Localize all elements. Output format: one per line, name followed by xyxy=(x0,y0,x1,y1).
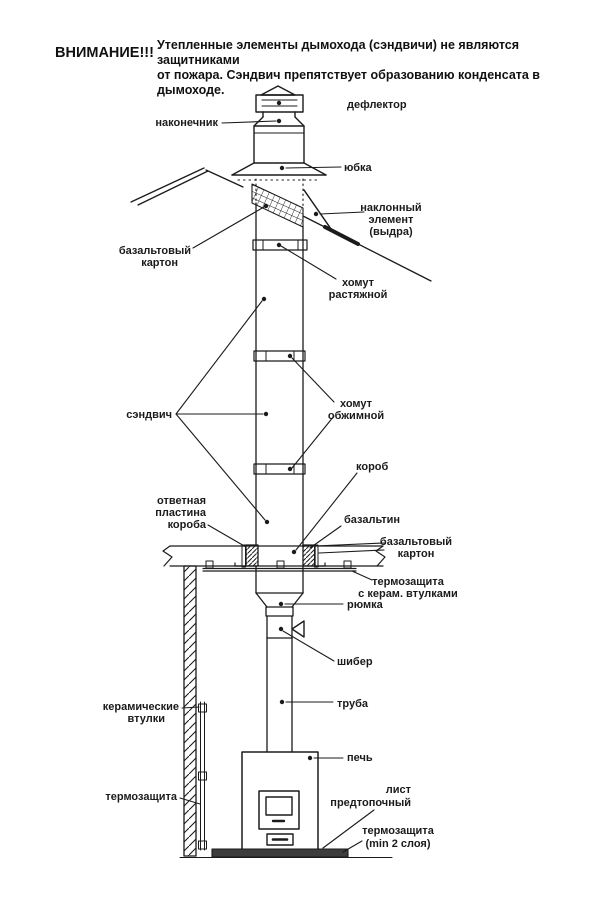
dot-ryumka xyxy=(279,602,283,606)
label-clamp-crimp-2: обжимной xyxy=(327,410,385,422)
label-box-plate-3: короба xyxy=(167,519,206,531)
ceramic-bushing xyxy=(199,841,207,849)
leader-lines xyxy=(176,121,384,852)
clamp-crimp-band-upper xyxy=(254,351,305,361)
label-thermo-ceiling-2: с керам. втулками xyxy=(358,588,458,600)
ryumka-cone-left xyxy=(256,593,267,607)
basaltin-block-right xyxy=(303,545,315,566)
roof-ridge-left-inner xyxy=(138,171,208,205)
ceramic-clip xyxy=(277,561,284,568)
dot-tip xyxy=(277,119,281,123)
dot-clamp-crimp-lower xyxy=(288,467,292,471)
label-sheet-2: предтопочный xyxy=(330,797,411,809)
shiber-handle-flag xyxy=(292,621,304,637)
box-plate-left xyxy=(242,545,246,567)
sandwich-pipe xyxy=(253,179,307,546)
dot-basalt-left xyxy=(264,204,268,208)
dot-stove xyxy=(308,756,312,760)
skirt-left xyxy=(232,163,254,175)
label-thermo-floor-2: (min 2 слоя) xyxy=(365,838,431,850)
deflector-cap-triangle xyxy=(261,86,295,95)
deflector-assembly xyxy=(232,86,326,180)
leader-thermo-floor xyxy=(343,841,362,852)
skirt-right xyxy=(304,163,326,175)
floor-protection-plate xyxy=(212,849,348,857)
label-basalt-left-2: картон xyxy=(141,257,178,269)
leader-box-plate xyxy=(208,525,246,547)
dot-clamp-tension xyxy=(277,243,281,247)
leader-tip xyxy=(222,121,276,123)
label-tip: наконечник xyxy=(155,117,218,129)
dot-shiber xyxy=(279,627,283,631)
label-skirt: юбка xyxy=(344,162,372,174)
dot-truba xyxy=(280,700,284,704)
warning-line-2: от пожара. Сэндвич препятствует образованию конденсата в дымоходе. xyxy=(157,68,540,97)
ceramic-bushing xyxy=(199,704,207,712)
roof-ridge-left-outer xyxy=(131,168,204,202)
dot-skirt xyxy=(280,166,284,170)
clamp-crimp-band-lower xyxy=(254,464,305,474)
label-basalt-left-1: базальтовый xyxy=(118,245,191,257)
label-ceramic-2: втулки xyxy=(127,713,165,725)
label-deflector: дефлектор xyxy=(347,99,407,111)
ceiling-break-right xyxy=(376,546,385,566)
dot-deflector xyxy=(277,101,281,105)
label-ceramic-1: керамические xyxy=(102,701,179,713)
ceiling-break-left xyxy=(163,546,172,566)
leader-basalt-right-2 xyxy=(319,550,384,553)
label-shiber: шибер xyxy=(337,656,373,668)
ceramic-clip xyxy=(344,561,351,568)
label-inclined-3: (выдра) xyxy=(369,226,413,238)
label-truba: труба xyxy=(337,698,368,710)
leader-shiber xyxy=(283,631,334,661)
label-box: короб xyxy=(356,461,389,473)
basaltin-block-left xyxy=(246,545,258,566)
wall-shield xyxy=(184,566,207,856)
ceramic-bushing xyxy=(199,772,207,780)
leader-clamp-crimp-lower xyxy=(292,416,334,468)
label-clamp-tension-2: растяжной xyxy=(328,289,388,301)
dot-sandwich-mid xyxy=(264,412,268,416)
label-box-plate-2: пластина xyxy=(155,507,206,519)
label-stove: печь xyxy=(347,752,373,764)
label-inclined-2: элемент xyxy=(368,214,414,226)
dot-box xyxy=(292,550,296,554)
leader-sandwich-top xyxy=(176,301,262,414)
stove-body xyxy=(242,752,318,850)
label-clamp-crimp-1: хомут xyxy=(339,398,373,410)
label-sheet-1: лист xyxy=(385,784,411,796)
leader-thermo-ceiling xyxy=(352,571,372,580)
label-basalt-right-1: базальтовый xyxy=(379,536,453,548)
dot-sandwich-top xyxy=(262,297,266,301)
flashing-mesh xyxy=(252,184,303,227)
ryumka-collar xyxy=(266,607,293,616)
leader-clamp-crimp-upper xyxy=(292,358,334,402)
inclined-element-thick xyxy=(325,227,358,244)
label-clamp-tension-1: хомут xyxy=(341,277,375,289)
cap-cylinder xyxy=(254,126,304,163)
label-ryumka: рюмка xyxy=(347,599,383,611)
warning-title: ВНИМАНИЕ!!! xyxy=(55,45,154,61)
leader-clamp-tension xyxy=(281,246,336,279)
stove-door-window xyxy=(266,797,292,815)
label-sandwich: сэндвич xyxy=(126,409,172,421)
label-thermo-ceiling-1: термозащита xyxy=(372,576,444,588)
label-inclined-1: наклонный xyxy=(360,202,422,214)
deflector-flare-right xyxy=(295,117,304,126)
dot-inclined xyxy=(314,212,318,216)
label-basalt-right-2: картон xyxy=(397,548,435,560)
wall-thermo-strip xyxy=(184,566,196,856)
leader-box xyxy=(296,473,357,550)
warning-line-1: Утепленные элементы дымохода (сэндвичи) не являются защитниками xyxy=(157,38,520,67)
label-box-plate-1: ответная xyxy=(157,495,206,507)
label-thermo-wall: термозащита xyxy=(105,791,177,803)
ceramic-clip xyxy=(206,561,213,568)
leader-inclined xyxy=(320,212,364,214)
ryumka-cone-right xyxy=(292,593,303,607)
dot-clamp-crimp-upper xyxy=(288,354,292,358)
dot-sandwich-bottom xyxy=(265,520,269,524)
label-thermo-floor-1: термозащита xyxy=(362,825,434,837)
leader-skirt xyxy=(286,167,341,168)
label-basaltin: базальтин xyxy=(344,514,401,526)
